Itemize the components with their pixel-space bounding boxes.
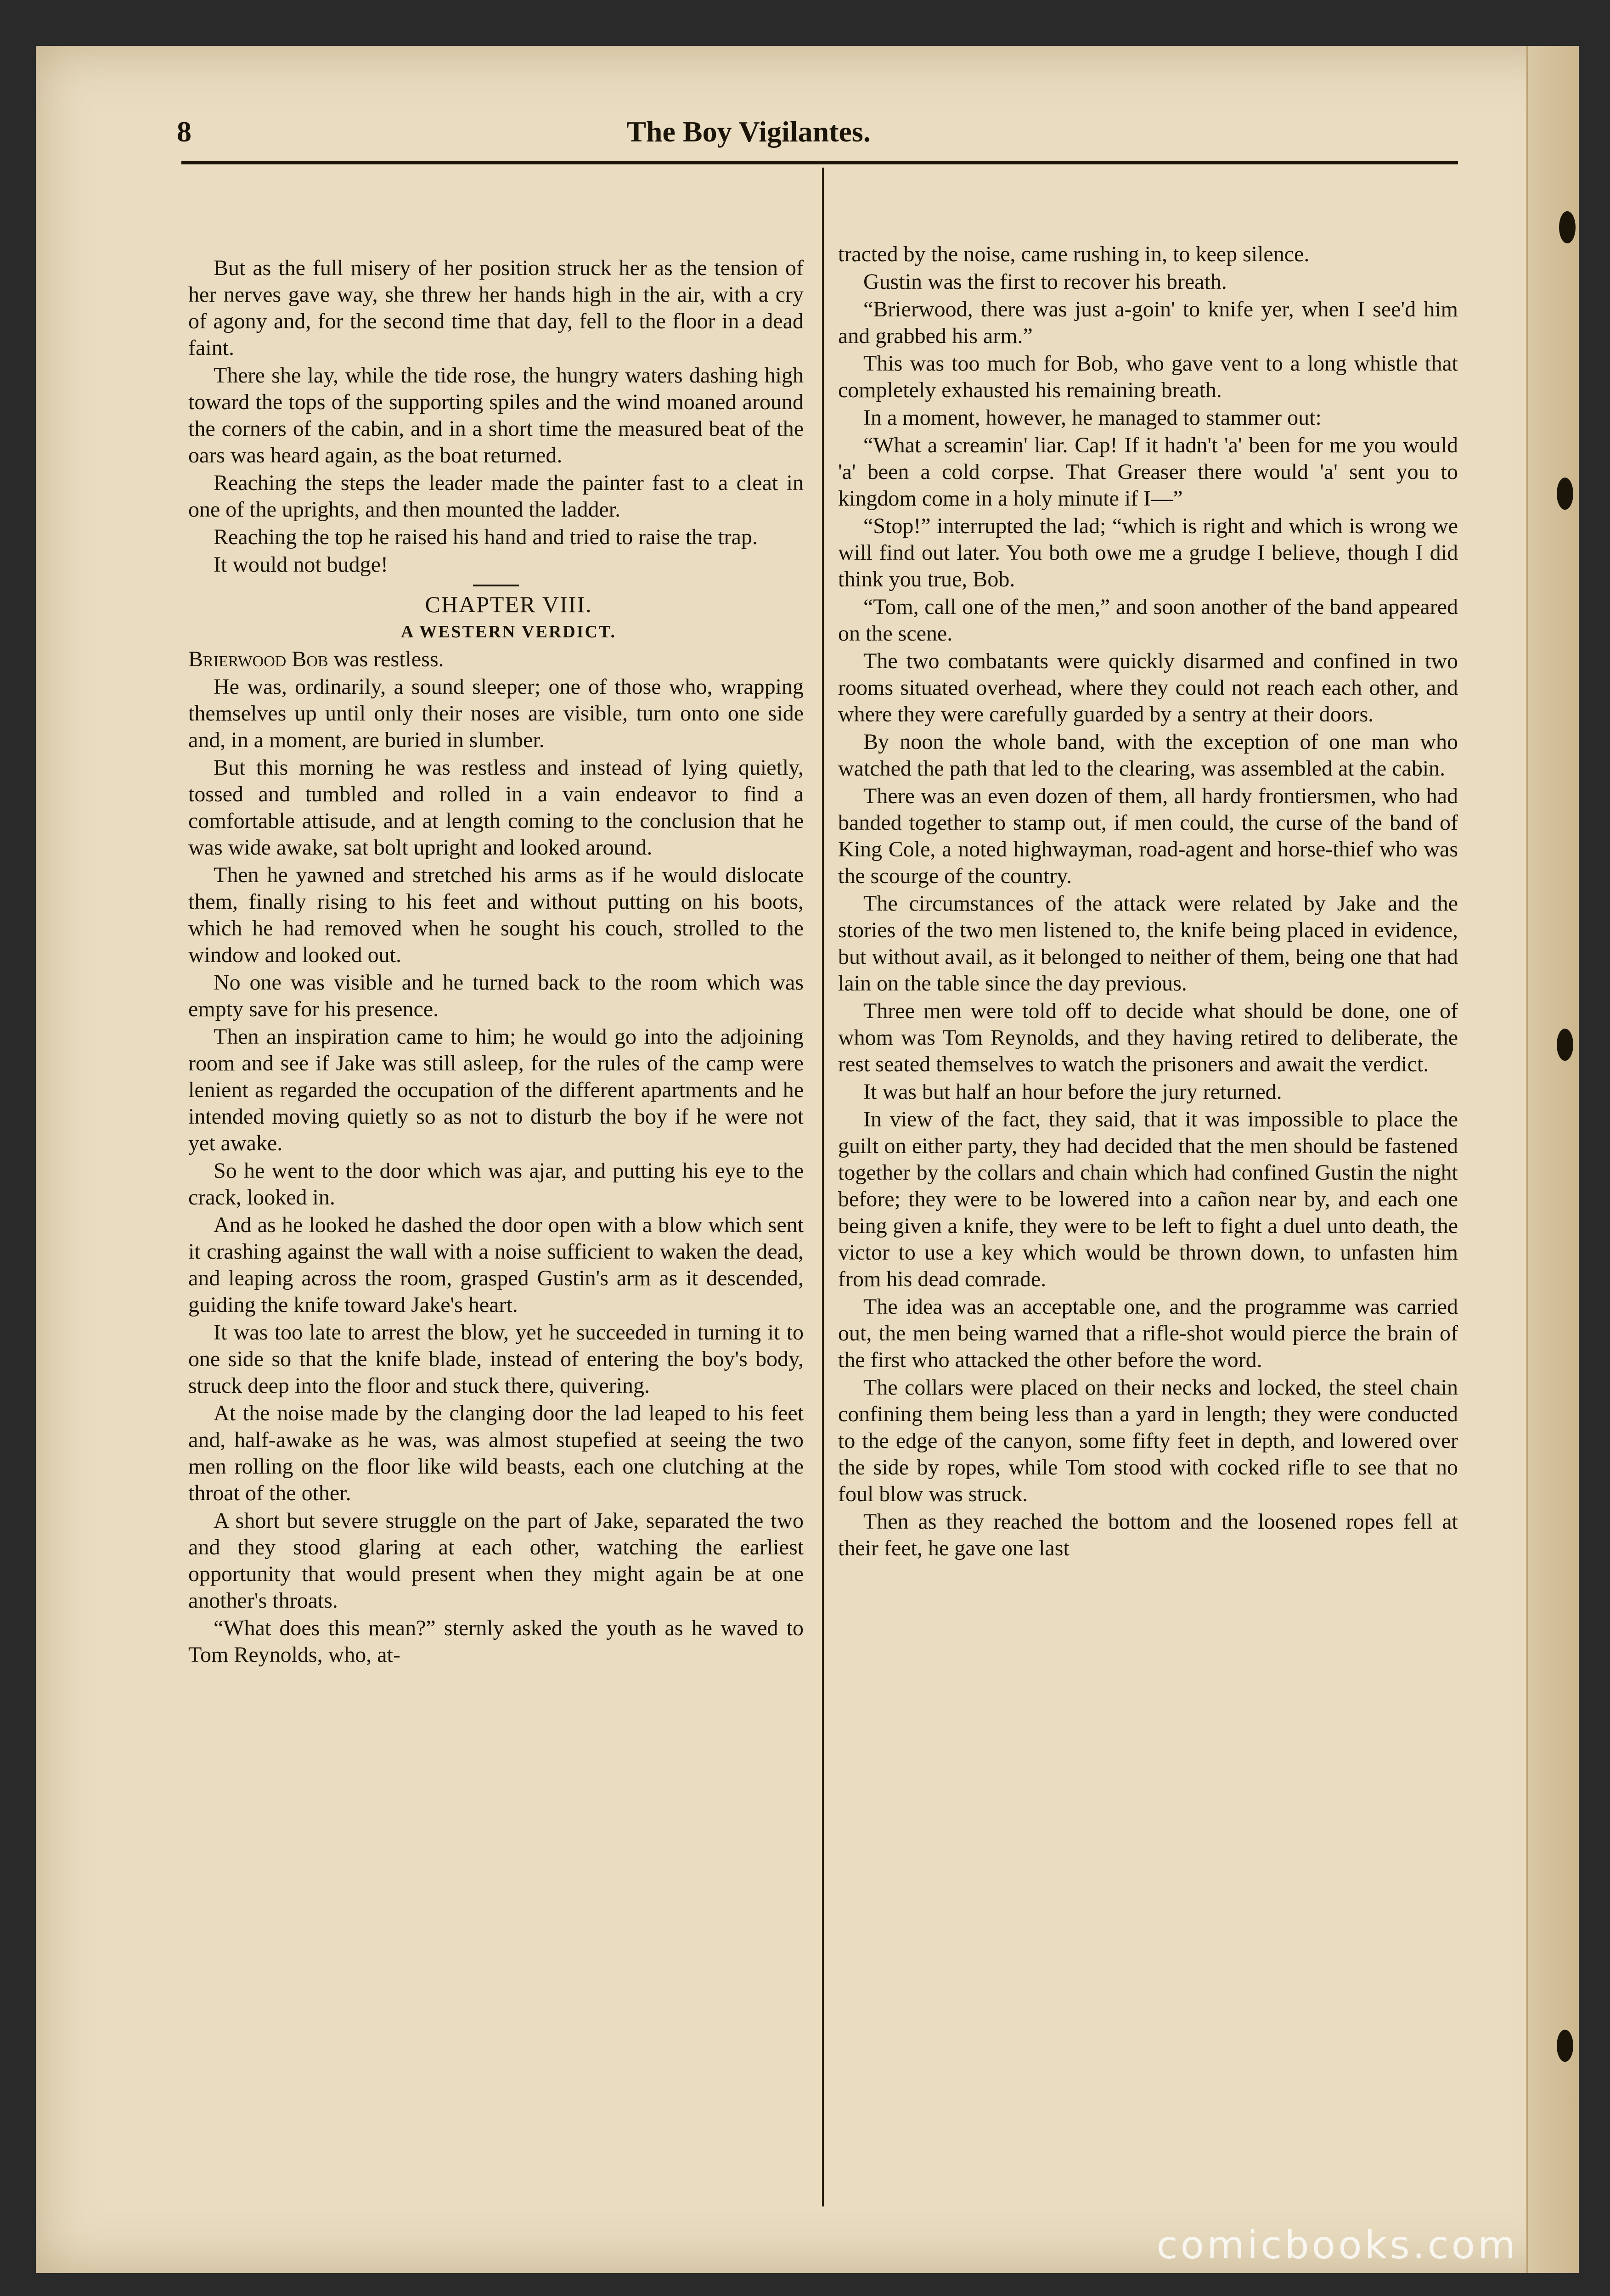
chapter-opening-paragraph <box>188 646 804 673</box>
paragraph: The circumstances of the attack were related by Jake and the stories of the two men listened to, the knife being placed in evidence, but without avail, as it belonged to neither of them, being one that had lain on the table since the day previous. <box>838 891 1458 996</box>
paragraph: Three men were told off to decide what should be done, one of whom was Tom Reynolds, and they having retired to deliberate, the rest seated themselves to watch the prisoners and await the verdict. <box>838 999 1458 1076</box>
paragraph: At the noise made by the clanging door the lad leaped to his feet and, half-awake as he was, was almost stupefied at seeing the two men rolling on the floor like wild beasts, each one clutching at the throat of the other. <box>188 1401 804 1505</box>
paragraph: Reaching the top he raised his hand and tried to raise the trap. <box>214 525 758 549</box>
paragraph: But as the full misery of her position struck her as the tension of her nerves gave way, she threw her hands high in the air, with a cry of agony and, for the second time that day, fell to the floor in a dead faint. <box>188 256 804 360</box>
binding-hole <box>1557 1029 1573 1061</box>
paragraph: tracted by the noise, came rushing in, to keep silence. <box>838 242 1310 266</box>
paragraph: A short but severe struggle on the part of Jake, separated the two and they stood glaring at each other, watching the earliest opportunity that would present when they might again be at one another's throats. <box>188 1508 804 1613</box>
chapter-rule <box>473 585 519 586</box>
binding-hole <box>1559 211 1576 243</box>
paragraph: Then he yawned and stretched his arms as if he would dislocate them, finally rising to his feet and without putting on his boots, which he had removed when he sought his couch, strolled to the window and looked out. <box>188 863 804 967</box>
page-number: 8 <box>177 115 191 148</box>
header-rule <box>181 161 1458 164</box>
paragraph: But this morning he was restless and instead of lying quietly, tossed and tumbled and rolled in a vain endeavor to find a comfortable attisude, and at length coming to the conclusion that he was wide awake, sat bolt upright and looked around. <box>188 755 804 860</box>
paragraph: Then as they reached the bottom and the loosened ropes fell at their feet, he gave one last <box>838 1509 1458 1560</box>
paragraph: Gustin was the first to recover his breath. <box>863 270 1227 294</box>
paragraph: Reaching the steps the leader made the painter fast to a cleat in one of the uprights, and then mounted the ladder. <box>188 471 804 522</box>
paragraph: The collars were placed on their necks and locked, the steel chain confining them being less than a yard in length; they were conducted to the edge of the canyon, some fifty feet in depth, and lowered over the side by ropes, while Tom stood with cocked rifle to see that no foul blow was struck. <box>838 1375 1458 1506</box>
paragraph: It would not budge! <box>214 552 388 577</box>
running-head: The Boy Vigilantes. <box>626 115 871 148</box>
paragraph: He was, ordinarily, a sound sleeper; one of those who, wrapping themselves up until only their noses are visible, turn onto one side and, in a moment, are buried in slumber. <box>188 675 804 752</box>
paragraph: There was an even dozen of them, all hardy frontiersmen, who had banded together to stamp out, if men could, the curse of the band of King Cole, a noted highwayman, road-agent and horse-thief who was the scourge of the country. <box>838 784 1458 888</box>
column-divider <box>822 168 824 2206</box>
binding-hole <box>1557 478 1573 510</box>
paragraph: “What a screamin' liar. Cap! If it hadn't 'a' been for me you would 'a' been a cold corpse. That Greaser there would 'a' sent you to kingdom come in a holy minute if I—” <box>838 433 1458 511</box>
page-edge <box>1526 46 1579 2273</box>
paragraph: “What does this mean?” sternly asked the youth as he waved to Tom Reynolds, who, at- <box>188 1616 804 1667</box>
binding-hole <box>1557 2030 1573 2062</box>
paragraph: “Brierwood, there was just a-goin' to knife yer, when I see'd him and grabbed his arm.” <box>838 297 1458 348</box>
opening-lead: Brierwood Bob <box>188 647 328 671</box>
paragraph: By noon the whole band, with the exception of one man who watched the path that led to the clearing, was assembled at the cabin. <box>838 730 1458 781</box>
paragraph: So he went to the door which was ajar, and putting his eye to the crack, looked in. <box>188 1159 804 1210</box>
paragraph: In view of the fact, they said, that it was impossible to place the guilt on either party, they had decided that the men should be fastened together by the collars and chain which had confined Gustin the night before; they were to be lowered into a cañon near by, and each one being given a knife, they were to be left to fight a duel unto death, the victor to use a key which would be thrown down, to unfasten him from his dead comrade. <box>838 1107 1458 1291</box>
paragraph: And as he looked he dashed the door open with a blow which sent it crashing against the wall with a noise sufficient to waken the dead, and leaping across the room, grasped Gustin's arm as it descended, guiding the knife toward Jake's heart. <box>188 1213 804 1317</box>
opening-rest: was restless. <box>328 647 444 671</box>
right-column <box>838 241 1458 1563</box>
paragraph: It was but half an hour before the jury returned. <box>863 1080 1282 1104</box>
paragraph: The two combatants were quickly disarmed and confined in two rooms situated overhead, where they could not reach each other, and where they were carefully guarded by a sentry at their doors. <box>838 649 1458 726</box>
paragraph: In a moment, however, he managed to stammer out: <box>863 405 1322 430</box>
left-column <box>188 255 804 1669</box>
paragraph: No one was visible and he turned back to the room which was empty save for his presence. <box>188 970 804 1021</box>
paragraph: Then an inspiration came to him; he would go into the adjoining room and see if Jake was still asleep, for the rules of the camp were lenient as regarded the occupation of the different apartments and he intended moving quietly so as not to disturb the boy if he were not yet awake. <box>188 1024 804 1155</box>
chapter-subtitle: A WESTERN VERDICT. <box>401 622 616 642</box>
paragraph: It was too late to arrest the blow, yet he succeeded in turning it to one side so that the knife blade, instead of entering the boy's body, struck deep into the floor and stuck there, quivering. <box>188 1320 804 1398</box>
paragraph: “Tom, call one of the men,” and soon another of the band appeared on the scene. <box>838 595 1458 646</box>
paragraph: “Stop!” interrupted the lad; “which is right and which is wrong we will find out later. You both owe me a grudge I believe, though I did think you true, Bob. <box>838 514 1458 591</box>
paragraph: The idea was an acceptable one, and the programme was carried out, the men being warned that a rifle-shot would pierce the brain of the first who attacked the other before the word. <box>838 1294 1458 1372</box>
watermark: comicbooks.com <box>1156 2223 1518 2268</box>
paragraph: There she lay, while the tide rose, the hungry waters dashing high toward the tops of the supporting spiles and the wind moaned around the corners of the cabin, and in a short time the measured beat of the oars was heard again, as the boat returned. <box>188 363 804 467</box>
chapter-title: CHAPTER VIII. <box>425 591 592 617</box>
paragraph: This was too much for Bob, who gave vent to a long whistle that completely exhausted his remaining breath. <box>838 351 1458 402</box>
